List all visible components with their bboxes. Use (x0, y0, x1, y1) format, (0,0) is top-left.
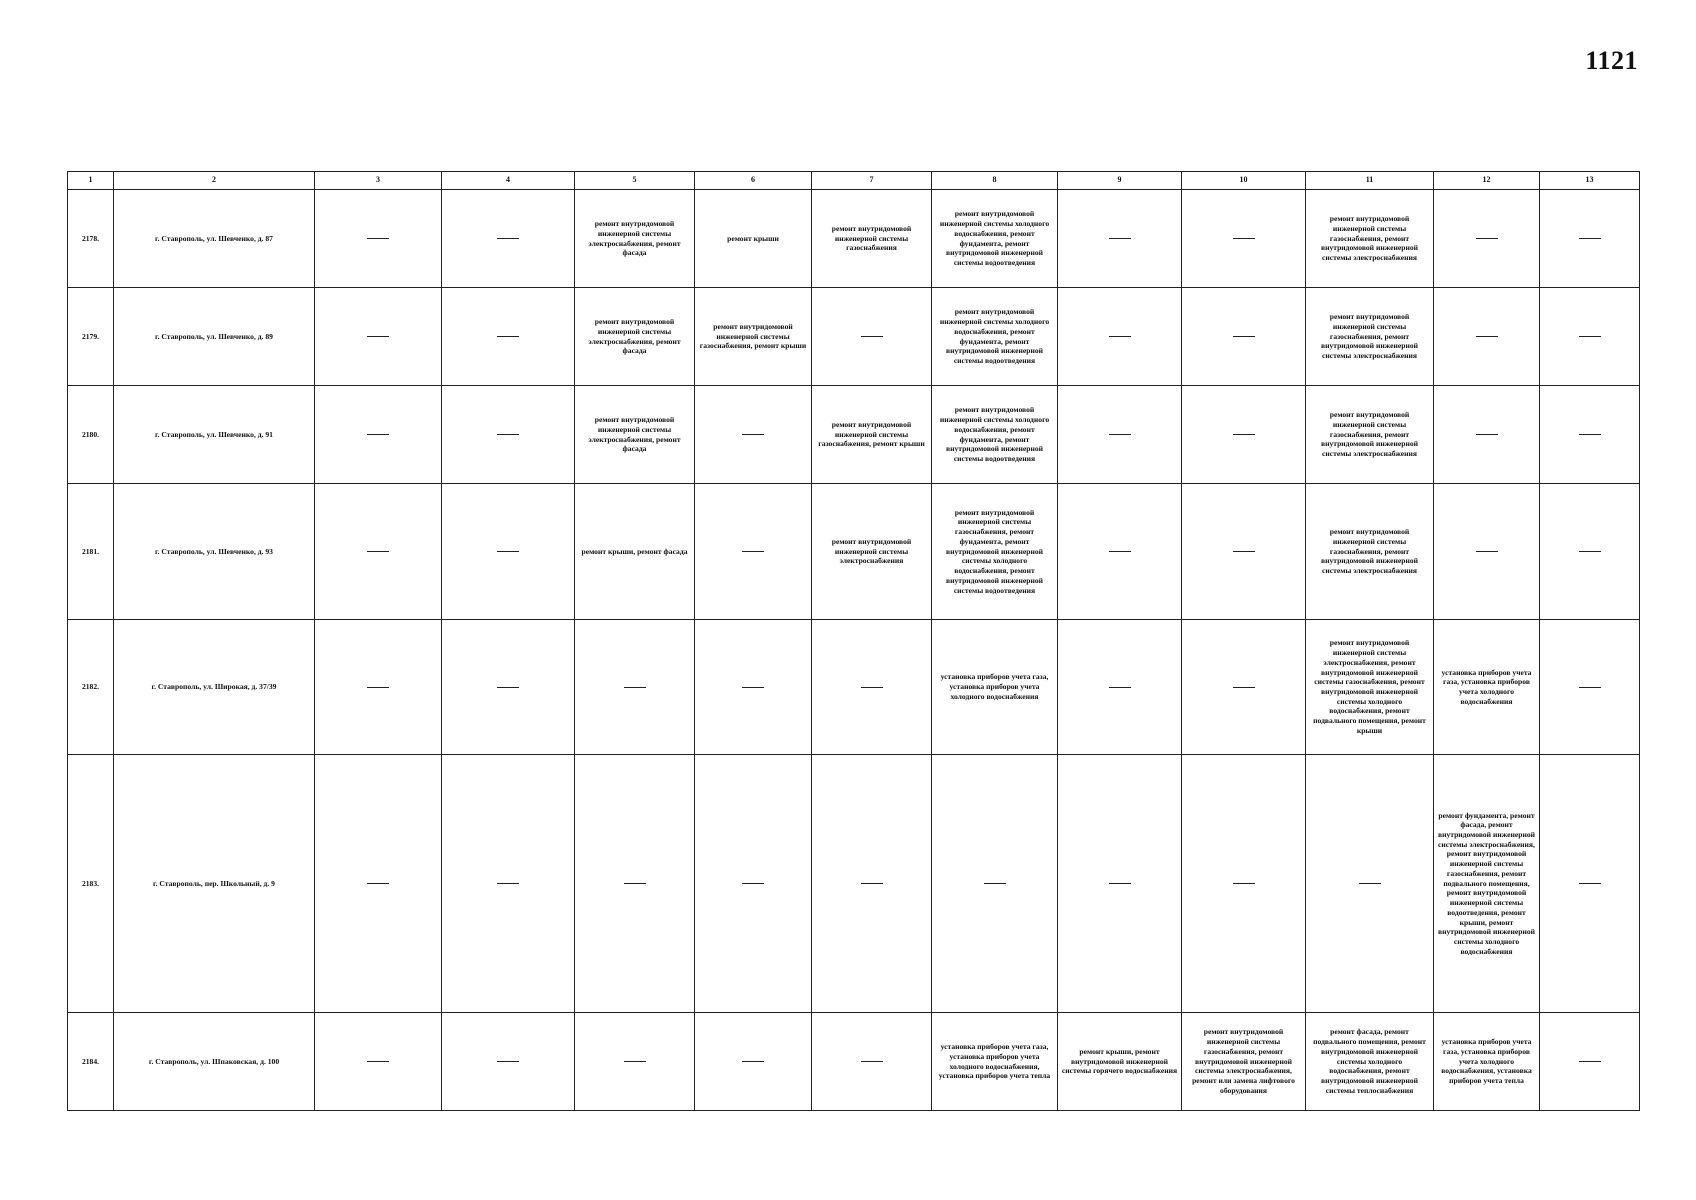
work-description-cell: установка приборов учета газа, установка приборов учета холодного водоснабжения (932, 620, 1058, 755)
dash-mark (742, 551, 764, 552)
empty-cell-dash (1182, 190, 1306, 288)
dash-mark (861, 883, 883, 884)
column-header-8: 8 (932, 172, 1058, 190)
dash-mark (624, 883, 646, 884)
dash-mark (1233, 551, 1255, 552)
empty-cell-dash (442, 620, 575, 755)
table-row (68, 484, 1640, 620)
work-description-cell: ремонт внутридомовой инженерной системы газоснабжения, ремонт крыши (812, 386, 932, 484)
column-header-5: 5 (575, 172, 695, 190)
empty-cell-dash (1434, 484, 1540, 620)
dash-mark (1579, 336, 1601, 337)
empty-cell-dash (812, 1013, 932, 1111)
dash-mark (367, 551, 389, 552)
work-description-cell: ремонт крыши, ремонт фасада (575, 484, 695, 620)
work-description-cell: ремонт внутридомовой инженерной системы газоснабжения, ремонт фундамента, ремонт внутридомовой инженерной системы холодного водоснабжения, ремонт внутридомовой инженерной системы водоотведения (932, 484, 1058, 620)
row-number: 2184. (68, 1013, 114, 1111)
dash-mark (742, 687, 764, 688)
table-row (68, 386, 1640, 484)
dash-mark (1476, 551, 1498, 552)
column-header-7: 7 (812, 172, 932, 190)
dash-mark (1109, 551, 1131, 552)
work-description-cell: ремонт крыши (695, 190, 812, 288)
page-number: 1121 (1585, 46, 1638, 75)
dash-mark (1579, 883, 1601, 884)
empty-cell-dash (1058, 484, 1182, 620)
empty-cell-dash (442, 190, 575, 288)
empty-cell-dash (1182, 755, 1306, 1013)
dash-mark (1579, 434, 1601, 435)
work-description-cell: ремонт фасада, ремонт подвального помещения, ремонт внутридомовой инженерной системы холодного водоснабжения, ремонт внутридомовой инженерной системы теплоснабжения (1306, 1013, 1434, 1111)
empty-cell-dash (1182, 484, 1306, 620)
column-number-row (68, 172, 1640, 190)
dash-mark (497, 883, 519, 884)
dash-mark (1109, 238, 1131, 239)
dash-mark (367, 1061, 389, 1062)
empty-cell-dash (442, 386, 575, 484)
dash-mark (742, 1061, 764, 1062)
empty-cell-dash (812, 620, 932, 755)
dash-mark (1109, 883, 1131, 884)
empty-cell-dash (1058, 190, 1182, 288)
work-description-cell: ремонт внутридомовой инженерной системы газоснабжения, ремонт крыши (695, 288, 812, 386)
address-cell: г. Ставрополь, ул. Шевченко, д. 89 (114, 288, 315, 386)
empty-cell-dash (932, 755, 1058, 1013)
dash-mark (367, 687, 389, 688)
row-number: 2180. (68, 386, 114, 484)
empty-cell-dash (1058, 288, 1182, 386)
work-description-cell: ремонт внутридомовой инженерной системы газоснабжения, ремонт внутридомовой инженерной системы электроснабжения, ремонт или замена лифтового оборудования (1182, 1013, 1306, 1111)
address-cell: г. Ставрополь, ул. Широкая, д. 37/39 (114, 620, 315, 755)
dash-mark (742, 434, 764, 435)
empty-cell-dash (1058, 755, 1182, 1013)
dash-mark (1476, 238, 1498, 239)
column-header-11: 11 (1306, 172, 1434, 190)
dash-mark (367, 883, 389, 884)
row-number: 2178. (68, 190, 114, 288)
empty-cell-dash (1306, 755, 1434, 1013)
dash-mark (1579, 551, 1601, 552)
work-description-cell: установка приборов учета газа, установка приборов учета холодного водоснабжения, установка приборов учета тепла (932, 1013, 1058, 1111)
dash-mark (1109, 687, 1131, 688)
dash-mark (1233, 434, 1255, 435)
work-description-cell: ремонт внутридомовой инженерной системы газоснабжения, ремонт внутридомовой инженерной системы электроснабжения (1306, 386, 1434, 484)
empty-cell-dash (315, 190, 442, 288)
table-row (68, 755, 1640, 1013)
address-cell: г. Ставрополь, ул. Шевченко, д. 93 (114, 484, 315, 620)
dash-mark (367, 434, 389, 435)
table-row (68, 620, 1640, 755)
column-header-1: 1 (68, 172, 114, 190)
dash-mark (1109, 434, 1131, 435)
empty-cell-dash (442, 1013, 575, 1111)
empty-cell-dash (695, 484, 812, 620)
column-header-10: 10 (1182, 172, 1306, 190)
work-description-cell: ремонт внутридомовой инженерной системы холодного водоснабжения, ремонт фундамента, ремонт внутридомовой инженерной системы водоотведения (932, 288, 1058, 386)
empty-cell-dash (315, 755, 442, 1013)
row-number: 2181. (68, 484, 114, 620)
empty-cell-dash (695, 755, 812, 1013)
dash-mark (984, 883, 1006, 884)
empty-cell-dash (1540, 288, 1640, 386)
column-header-12: 12 (1434, 172, 1540, 190)
work-description-cell: ремонт фундамента, ремонт фасада, ремонт внутридомовой инженерной системы электроснабжения, ремонт внутридомовой инженерной системы газоснабжения, ремонт подвального помещения, ремонт внутридомовой инженерной системы водоотведения, ремонт крыши, ремонт внутридомовой инженерной системы холодного водоснабжения (1434, 755, 1540, 1013)
work-description-cell: ремонт внутридомовой инженерной системы холодного водоснабжения, ремонт фундамента, ремонт внутридомовой инженерной системы водоотведения (932, 190, 1058, 288)
empty-cell-dash (1434, 386, 1540, 484)
dash-mark (1233, 883, 1255, 884)
work-description-cell: ремонт крыши, ремонт внутридомовой инженерной системы горячего водоснабжения (1058, 1013, 1182, 1111)
dash-mark (624, 687, 646, 688)
empty-cell-dash (1540, 620, 1640, 755)
dash-mark (861, 687, 883, 688)
empty-cell-dash (442, 484, 575, 620)
work-description-cell: ремонт внутридомовой инженерной системы электроснабжения, ремонт внутридомовой инженерной системы газоснабжения, ремонт внутридомовой инженерной системы холодного водоснабжения, ремонт подвального помещения, ремонт крыши (1306, 620, 1434, 755)
empty-cell-dash (442, 755, 575, 1013)
empty-cell-dash (1434, 288, 1540, 386)
empty-cell-dash (1540, 755, 1640, 1013)
dash-mark (742, 883, 764, 884)
empty-cell-dash (1182, 386, 1306, 484)
empty-cell-dash (442, 288, 575, 386)
dash-mark (1579, 687, 1601, 688)
empty-cell-dash (812, 288, 932, 386)
work-description-cell: ремонт внутридомовой инженерной системы холодного водоснабжения, ремонт фундамента, ремонт внутридомовой инженерной системы водоотведения (932, 386, 1058, 484)
empty-cell-dash (1058, 620, 1182, 755)
address-cell: г. Ставрополь, ул. Шевченко, д. 91 (114, 386, 315, 484)
empty-cell-dash (315, 288, 442, 386)
column-header-3: 3 (315, 172, 442, 190)
dash-mark (1579, 238, 1601, 239)
work-description-cell: установка приборов учета газа, установка приборов учета холодного водоснабжения, установка приборов учета тепла (1434, 1013, 1540, 1111)
empty-cell-dash (315, 1013, 442, 1111)
work-description-cell: ремонт внутридомовой инженерной системы электроснабжения (812, 484, 932, 620)
work-description-cell: ремонт внутридомовой инженерной системы газоснабжения, ремонт внутридомовой инженерной системы электроснабжения (1306, 484, 1434, 620)
dash-mark (497, 434, 519, 435)
dash-mark (1476, 336, 1498, 337)
empty-cell-dash (1182, 288, 1306, 386)
work-description-cell: ремонт внутридомовой инженерной системы электроснабжения, ремонт фасада (575, 190, 695, 288)
dash-mark (624, 1061, 646, 1062)
empty-cell-dash (575, 755, 695, 1013)
work-description-cell: ремонт внутридомовой инженерной системы газоснабжения, ремонт внутридомовой инженерной системы электроснабжения (1306, 190, 1434, 288)
work-description-cell: ремонт внутридомовой инженерной системы электроснабжения, ремонт фасада (575, 386, 695, 484)
empty-cell-dash (695, 1013, 812, 1111)
dash-mark (497, 336, 519, 337)
dash-mark (1579, 1061, 1601, 1062)
dash-mark (1359, 883, 1381, 884)
table-body (68, 190, 1640, 1111)
empty-cell-dash (695, 386, 812, 484)
row-number: 2183. (68, 755, 114, 1013)
address-cell: г. Ставрополь, пер. Школьный, д. 9 (114, 755, 315, 1013)
empty-cell-dash (1540, 386, 1640, 484)
empty-cell-dash (1540, 1013, 1640, 1111)
dash-mark (367, 238, 389, 239)
dash-mark (1109, 336, 1131, 337)
empty-cell-dash (1182, 620, 1306, 755)
work-description-cell: ремонт внутридомовой инженерной системы газоснабжения (812, 190, 932, 288)
dash-mark (861, 336, 883, 337)
work-description-cell: установка приборов учета газа, установка приборов учета холодного водоснабжения (1434, 620, 1540, 755)
empty-cell-dash (575, 620, 695, 755)
work-description-cell: ремонт внутридомовой инженерной системы электроснабжения, ремонт фасада (575, 288, 695, 386)
address-cell: г. Ставрополь, ул. Шпаковская, д. 100 (114, 1013, 315, 1111)
work-description-cell: ремонт внутридомовой инженерной системы газоснабжения, ремонт внутридомовой инженерной системы электроснабжения (1306, 288, 1434, 386)
empty-cell-dash (1434, 190, 1540, 288)
empty-cell-dash (315, 484, 442, 620)
column-header-4: 4 (442, 172, 575, 190)
dash-mark (367, 336, 389, 337)
column-header-13: 13 (1540, 172, 1640, 190)
dash-mark (497, 238, 519, 239)
dash-mark (861, 1061, 883, 1062)
row-number: 2182. (68, 620, 114, 755)
dash-mark (1476, 434, 1498, 435)
dash-mark (497, 687, 519, 688)
empty-cell-dash (695, 620, 812, 755)
table-row (68, 190, 1640, 288)
address-cell: г. Ставрополь, ул. Шевченко, д. 87 (114, 190, 315, 288)
empty-cell-dash (575, 1013, 695, 1111)
column-header-6: 6 (695, 172, 812, 190)
table-row (68, 288, 1640, 386)
empty-cell-dash (812, 755, 932, 1013)
dash-mark (1233, 687, 1255, 688)
row-number: 2179. (68, 288, 114, 386)
repair-schedule-table (67, 171, 1640, 1111)
dash-mark (497, 1061, 519, 1062)
column-header-2: 2 (114, 172, 315, 190)
empty-cell-dash (315, 386, 442, 484)
empty-cell-dash (1540, 484, 1640, 620)
column-header-9: 9 (1058, 172, 1182, 190)
empty-cell-dash (1540, 190, 1640, 288)
dash-mark (497, 551, 519, 552)
dash-mark (1233, 336, 1255, 337)
table-row (68, 1013, 1640, 1111)
empty-cell-dash (1058, 386, 1182, 484)
empty-cell-dash (315, 620, 442, 755)
dash-mark (1233, 238, 1255, 239)
